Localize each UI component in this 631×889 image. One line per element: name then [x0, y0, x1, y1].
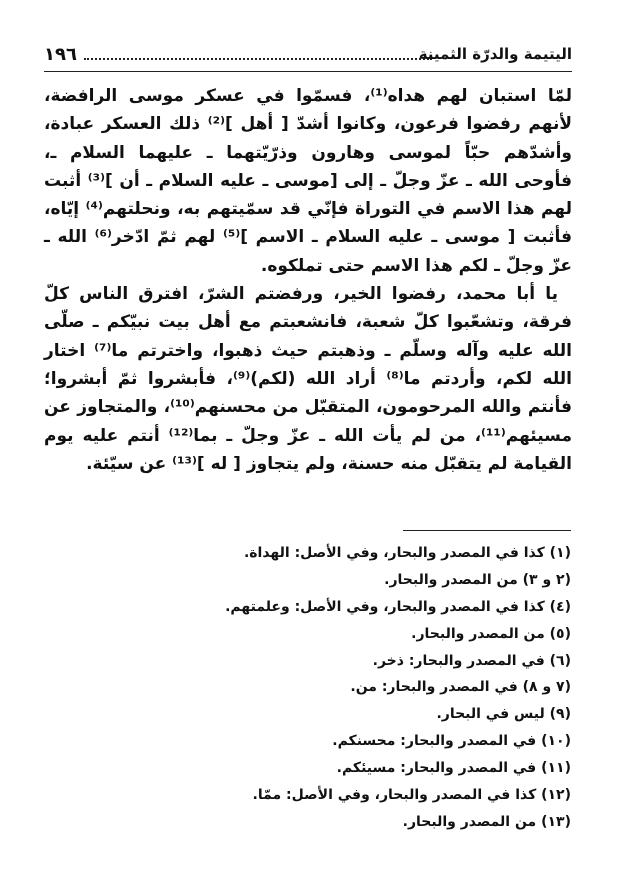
main-text — [44, 82, 572, 478]
footnote: (٤) كذا في المصدر والبحار، وفي الأصل: وعلمتهم. — [225, 598, 571, 615]
footnote: (٧ و ٨) في المصدر والبحار: من. — [350, 679, 571, 696]
dotted-leader — [84, 58, 432, 60]
body-paragraph: لمّا استبان لهم هداه⁽¹⁾، فسمّوا في عسكر موسى الرافضة، لأنهم رفضوا فرعون، وكانوا أشدّ [ أهل ]⁽²⁾ ذلك العسكر عبادة، وأشدّهم حبّاً لموسى وهارون وذرّيّتهما ـ عليهما السلام ـ، فأوحى الله ـ عزّ وجلّ ـ إلى [موسى ـ عليه السلام ـ أن ]⁽³⁾ أثبت لهم هذا الاسم في التوراة فإنّي قد سمّيتهم به، ونحلتهم⁽⁴⁾ إيّاه، فأثبت [ موسى ـ عليه السلام ـ الاسم ]⁽⁵⁾ لهم ثمّ ادّخر⁽⁶⁾ الله ـ عزّ وجلّ ـ لكم هذا الاسم حتى تملكوه. — [44, 86, 572, 276]
running-title: اليتيمة والدرّة الثمينة — [418, 45, 572, 63]
header-divider — [44, 71, 572, 72]
body-paragraph: يا أبا محمد، رفضوا الخير، ورفضتم الشرّ، افترق الناس كلّ فرقة، وتشعّبوا كلّ شعبة، فانشعبتم مع أهل بيت نبيّكم ـ صلّى الله عليه وآله وسلّم ـ وذهبتم حيث ذهبوا، واخترتم ما⁽⁷⁾ اختار الله لكم، وأردتم ما⁽⁸⁾ أراد الله (لكم)⁽⁹⁾، فأبشروا ثمّ أبشروا؛ فأنتم والله المرحومون، المتقبّل من محسنهم⁽¹⁰⁾، والمتجاوز عن مسيئهم⁽¹¹⁾، من لم يأت الله ـ عزّ وجلّ ـ بما⁽¹²⁾ أنتم عليه يوم القيامة لم يتقبّل منه حسنة، ولم يتجاوز [ له ]⁽¹³⁾ عن سيّئة. — [44, 284, 572, 474]
footnote-divider — [403, 530, 571, 531]
page-number: ١٩٦ — [44, 44, 77, 65]
footnote: (٥) من المصدر والبحار. — [411, 625, 571, 642]
footnote: (٩) ليس في البحار. — [436, 706, 571, 723]
footnote: (٦) في المصدر والبحار: ذخر. — [372, 652, 571, 669]
footnote: (١) كذا في المصدر والبحار، وفي الأصل: الهداة. — [243, 545, 571, 561]
footnote: (٢ و ٣) من المصدر والبحار. — [384, 571, 571, 588]
footnote: (١٣) من المصدر والبحار. — [402, 813, 571, 830]
footnote: (١٢) كذا في المصدر والبحار، وفي الأصل: ممّا. — [252, 787, 571, 804]
page-header — [44, 44, 572, 66]
footnote: (١١) في المصدر والبحار: مسيئكم. — [336, 760, 571, 777]
footnotes-list — [44, 540, 571, 836]
footnote: (١٠) في المصدر والبحار: محسنكم. — [332, 733, 571, 750]
